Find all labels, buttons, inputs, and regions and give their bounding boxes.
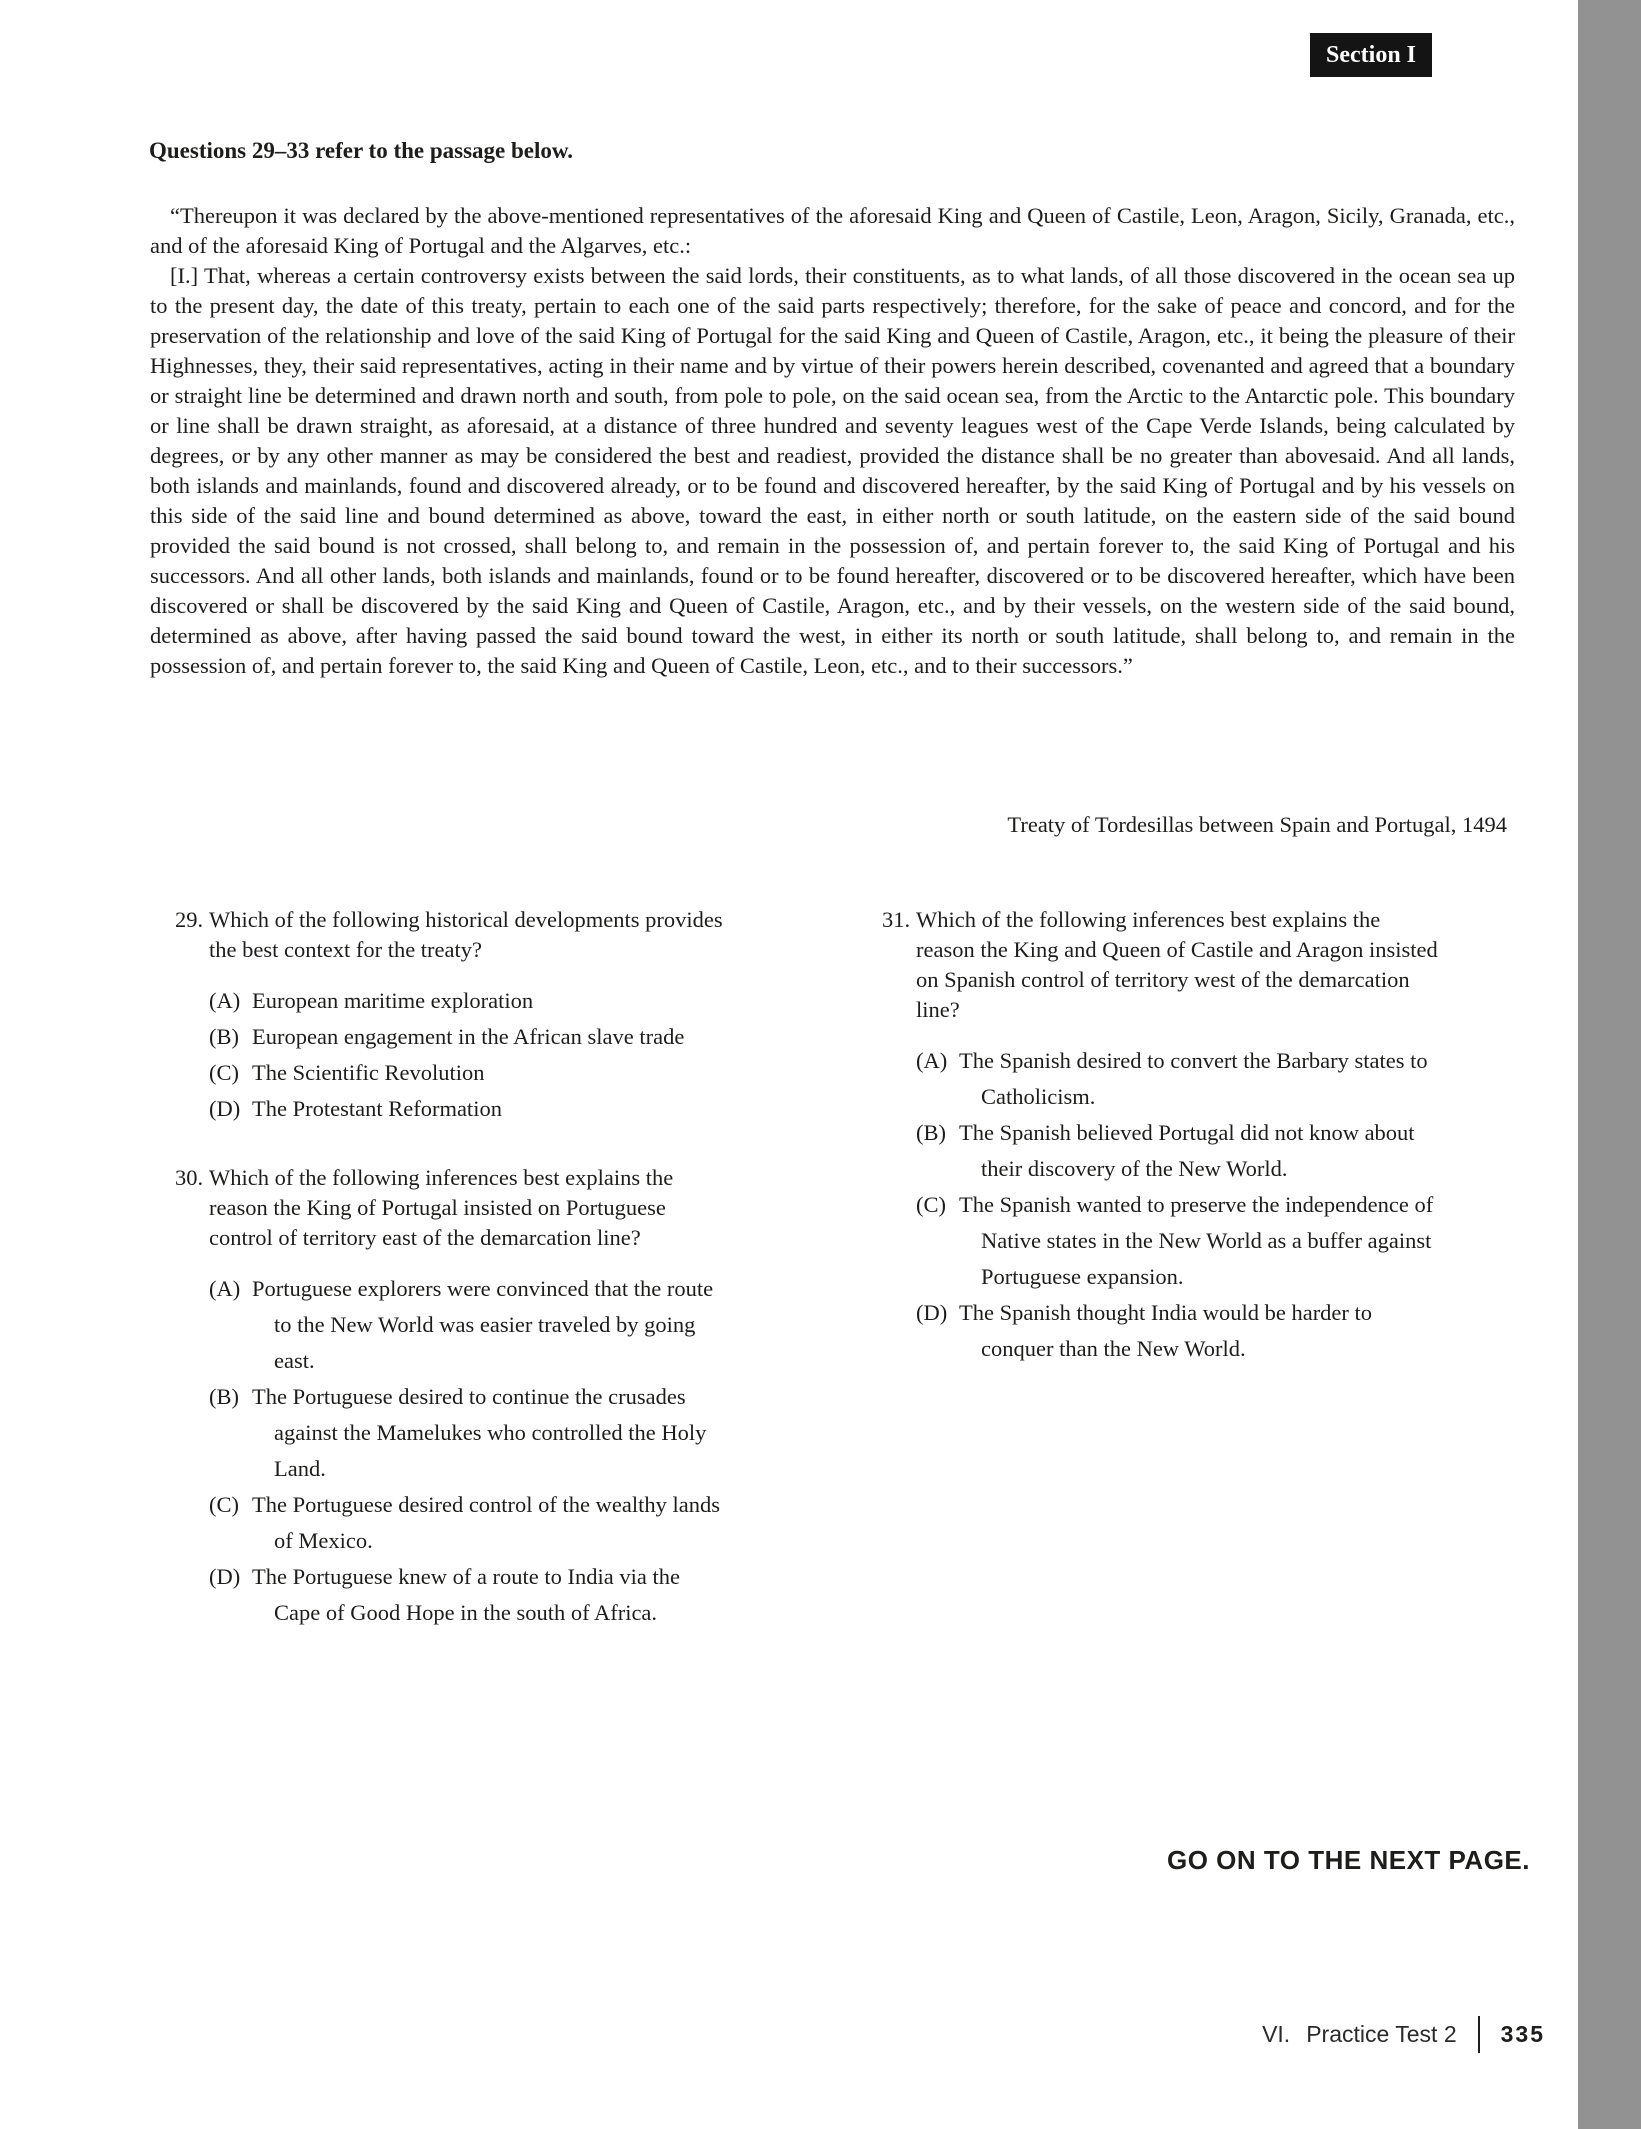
option-c xyxy=(209,1055,723,1091)
text-line: Cape of Good Hope in the south of Africa. xyxy=(274,1600,658,1625)
text-line: against the Mamelukes who controlled the Holy xyxy=(274,1420,707,1445)
option-label: (B) xyxy=(209,1384,239,1409)
text-line: Which of the following inferences best explains the xyxy=(916,907,1381,932)
text-line: Which of the following historical developments provides xyxy=(209,907,723,932)
footer-chapter: VI. xyxy=(1262,2021,1291,2047)
text-line: reason the King of Portugal insisted on Portuguese xyxy=(209,1195,666,1220)
question-stem xyxy=(916,905,1438,1025)
section-badge xyxy=(1310,33,1432,77)
text-line: control of territory east of the demarcation line? xyxy=(209,1225,641,1250)
page-footer xyxy=(1262,2016,1545,2053)
passage-header: Questions 29–33 refer to the passage below. xyxy=(149,138,573,163)
question-body xyxy=(209,905,723,1127)
text-line: Portuguese explorers were convinced that the route xyxy=(252,1276,714,1301)
question-number: 31. xyxy=(882,907,911,932)
option-text xyxy=(252,1379,706,1487)
text-line: Portuguese expansion. xyxy=(981,1264,1184,1289)
text-line: The Spanish wanted to preserve the independence of xyxy=(959,1192,1434,1217)
text-line: Land. xyxy=(274,1456,326,1481)
text-line: The Portuguese desired to continue the crusades xyxy=(252,1384,686,1409)
option-b xyxy=(916,1115,1438,1187)
option-label: (A) xyxy=(916,1048,948,1073)
option-text xyxy=(252,1271,713,1379)
option-b xyxy=(209,1379,720,1487)
option-label: (D) xyxy=(209,1564,241,1589)
text-line: Catholicism. xyxy=(981,1084,1096,1109)
option-text xyxy=(959,1115,1415,1187)
option-c xyxy=(916,1187,1438,1295)
text-line: of Mexico. xyxy=(274,1528,373,1553)
option-text xyxy=(252,1055,484,1091)
footer-title: Practice Test 2 xyxy=(1306,2021,1457,2047)
question-number: 29. xyxy=(175,907,204,932)
option-b xyxy=(209,1019,723,1055)
questions-column-left xyxy=(175,905,820,1667)
option-d xyxy=(916,1295,1438,1367)
option-text xyxy=(959,1295,1372,1367)
section-badge-label: Section I xyxy=(1326,41,1416,68)
answer-options xyxy=(916,1043,1438,1367)
question-31 xyxy=(882,905,1542,1367)
text-line: Which of the following inferences best explains the xyxy=(209,1165,674,1190)
text-line: The Portuguese knew of a route to India via the xyxy=(252,1564,680,1589)
option-text xyxy=(959,1187,1433,1295)
option-text xyxy=(959,1043,1428,1115)
text-line: Native states in the New World as a buffer against xyxy=(981,1228,1432,1253)
option-label: (A) xyxy=(209,1276,241,1301)
text-line: line? xyxy=(916,997,960,1022)
text-line: conquer than the New World. xyxy=(981,1336,1246,1361)
option-c xyxy=(209,1487,720,1559)
option-a xyxy=(916,1043,1438,1115)
go-on-instruction: GO ON TO THE NEXT PAGE. xyxy=(1166,1845,1530,1875)
option-a xyxy=(209,1271,720,1379)
question-stem xyxy=(209,1163,720,1253)
option-label: (D) xyxy=(209,1096,241,1121)
option-label: (D) xyxy=(916,1300,948,1325)
text-line: European maritime exploration xyxy=(252,988,534,1013)
passage-text xyxy=(150,201,1515,681)
text-line: The Scientific Revolution xyxy=(252,1060,485,1085)
text-line: European engagement in the African slave trade xyxy=(252,1024,685,1049)
text-line: The Protestant Reformation xyxy=(252,1096,502,1121)
text-line: their discovery of the New World. xyxy=(981,1156,1288,1181)
text-line: The Spanish believed Portugal did not know about xyxy=(959,1120,1415,1145)
option-label: (C) xyxy=(209,1060,239,1085)
option-text xyxy=(252,1091,502,1127)
option-label: (B) xyxy=(209,1024,239,1049)
text-line: The Portuguese desired control of the wealthy lands xyxy=(252,1492,720,1517)
option-text xyxy=(252,1019,684,1055)
text-line: The Spanish desired to convert the Barbary states to xyxy=(959,1048,1428,1073)
option-label: (C) xyxy=(916,1192,946,1217)
passage-paragraph: “Thereupon it was declared by the above-mentioned representatives of the aforesaid King and Queen of Castile, Leon, Aragon, Sicily, Granada, etc., and of the aforesaid King of Portugal and the Algarves, etc.: xyxy=(150,203,1515,258)
footer-divider xyxy=(1478,2016,1480,2053)
question-stem xyxy=(209,905,723,965)
option-text xyxy=(252,983,533,1019)
page-number: 335 xyxy=(1500,2021,1545,2047)
text-line: east. xyxy=(274,1348,315,1373)
text-line: The Spanish thought India would be harder to xyxy=(959,1300,1373,1325)
text-line: the best context for the treaty? xyxy=(209,937,483,962)
answer-options xyxy=(209,1271,720,1631)
text-line: reason the King and Queen of Castile and Aragon insisted xyxy=(916,937,1438,962)
questions-column-right xyxy=(882,905,1542,1403)
question-number: 30. xyxy=(175,1165,204,1190)
option-text xyxy=(252,1487,720,1559)
option-label: (B) xyxy=(916,1120,946,1145)
question-body xyxy=(916,905,1438,1367)
option-a xyxy=(209,983,723,1019)
answer-options xyxy=(209,983,723,1127)
page-edge-stripe xyxy=(1578,0,1641,2129)
question-29 xyxy=(175,905,820,1127)
question-body xyxy=(209,1163,720,1631)
option-d xyxy=(209,1091,723,1127)
text-line: to the New World was easier traveled by going xyxy=(274,1312,696,1337)
option-label: (A) xyxy=(209,988,241,1013)
question-30 xyxy=(175,1163,820,1631)
option-label: (C) xyxy=(209,1492,239,1517)
text-line: on Spanish control of territory west of the demarcation xyxy=(916,967,1410,992)
passage-paragraph: [I.] That, whereas a certain controversy exists between the said lords, their constituents, as to what lands, of all those discovered in the ocean sea up to the present day, the date of this treaty, pertain to each one of the said parts respectively; therefore, for the sake of peace and concord, and for the preservation of the relationship and love of the said King of Portugal for the said King and Queen of Castile, Aragon, etc., it being the pleasure of their Highnesses, they, their said representatives, acting in their name and by virtue of their powers herein described, covenanted and agreed that a boundary or straight line be determined and drawn north and south, from pole to pole, on the said ocean sea, from the Arctic to the Antarctic pole. This boundary or line shall be drawn straight, as aforesaid, at a distance of three hundred and seventy leagues west of the Cape Verde Islands, being calculated by degrees, or by any other manner as may be considered the best and readiest, provided the distance shall be no greater than abovesaid. And all lands, both islands and mainlands, found and discovered already, or to be found and discovered hereafter, by the said King of Portugal and by his vessels on this side of the said line and bound determined as above, toward the east, in either north or south latitude, on the eastern side of the said bound provided the said bound is not crossed, shall belong to, and remain in the possession of, and pertain forever to, the said King of Portugal and his successors. And all other lands, both islands and mainlands, found or to be found hereafter, discovered or to be discovered hereafter, which have been discovered or shall be discovered by the said King and Queen of Castile, Aragon, etc., and by their vessels, on the western side of the said bound, determined as above, after having passed the said bound toward the west, in either its north or south latitude, shall belong to, and remain in the possession of, and pertain forever to, the said King and Queen of Castile, Leon, etc., and to their successors.” xyxy=(150,263,1515,678)
passage-attribution: Treaty of Tordesillas between Spain and Portugal, 1494 xyxy=(1007,812,1507,837)
option-text xyxy=(252,1559,680,1631)
option-d xyxy=(209,1559,720,1631)
